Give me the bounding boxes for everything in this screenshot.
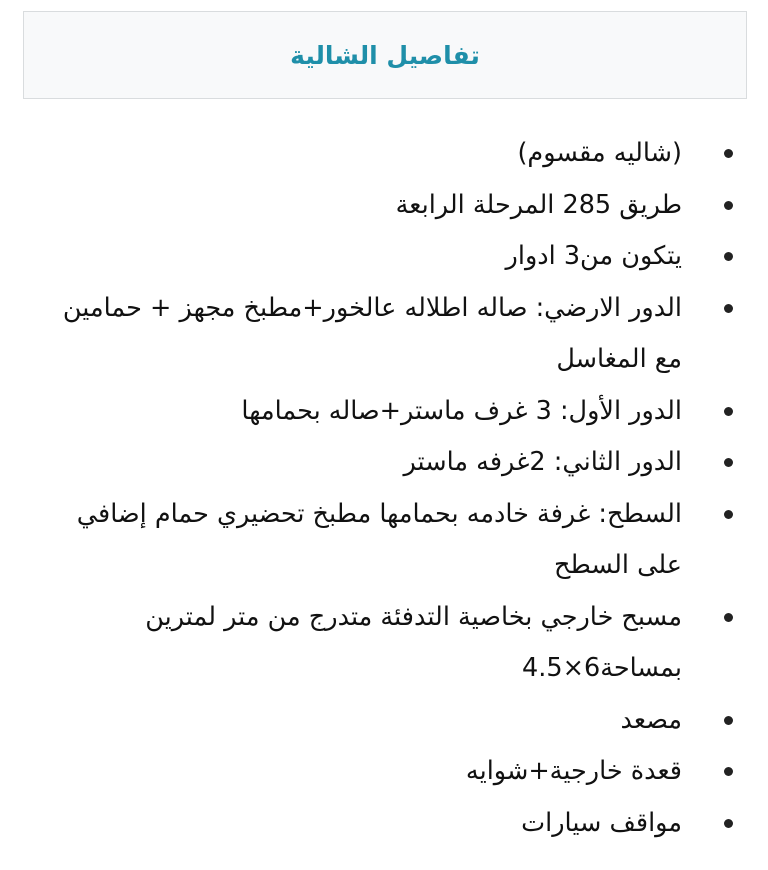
list-item-text: الدور الأول: 3 غرف ماستر+صاله بحمامها bbox=[241, 395, 682, 426]
list-item bbox=[60, 283, 710, 386]
bullet-icon bbox=[724, 304, 733, 313]
list-item bbox=[60, 128, 710, 180]
list-item-text: السطح: غرفة خادمه بحمامها مطبخ تحضيري حمام إضافي على السطح bbox=[76, 498, 682, 580]
bullet-icon bbox=[724, 767, 733, 776]
list-item-text: الدور الارضي: صاله اطلاله عالخور+مطبخ مجهز + حمامين مع المغاسل bbox=[62, 292, 682, 374]
list-item bbox=[60, 180, 710, 232]
list-item bbox=[60, 592, 710, 695]
list-item bbox=[60, 231, 710, 283]
list-item-text: قعدة خارجية+شوايه bbox=[465, 756, 682, 786]
bullet-icon bbox=[724, 149, 733, 158]
bullet-icon bbox=[724, 458, 733, 467]
list-item bbox=[60, 437, 710, 489]
list-item bbox=[60, 695, 710, 747]
list-item-text: مسبح خارجي بخاصية التدفئة متدرج من متر لمترين بمساحة6×4.5 bbox=[145, 601, 682, 683]
list-item bbox=[60, 386, 710, 438]
list-item bbox=[60, 489, 710, 592]
list-item bbox=[60, 746, 710, 798]
list-item-text: (شاليه مقسوم) bbox=[517, 138, 682, 168]
bullet-icon bbox=[724, 252, 733, 261]
bullet-icon bbox=[724, 201, 733, 210]
list-item-text: مصعد bbox=[620, 704, 682, 735]
list-item bbox=[60, 798, 710, 850]
bullet-icon bbox=[724, 613, 733, 622]
bullet-icon bbox=[724, 407, 733, 416]
list-item-text: الدور الثاني: 2غرفه ماستر bbox=[403, 447, 682, 477]
list-item-text: يتكون من3 ادوار bbox=[505, 241, 682, 271]
details-list bbox=[60, 128, 710, 849]
list-item-text: مواقف سيارات bbox=[521, 807, 682, 838]
bullet-icon bbox=[724, 716, 733, 725]
page-title: تفاصيل الشالية bbox=[290, 40, 480, 70]
list-item-text: طريق 285 المرحلة الرابعة bbox=[395, 189, 682, 220]
bullet-icon bbox=[724, 819, 733, 828]
details-header bbox=[23, 11, 747, 99]
bullet-icon bbox=[724, 510, 733, 519]
